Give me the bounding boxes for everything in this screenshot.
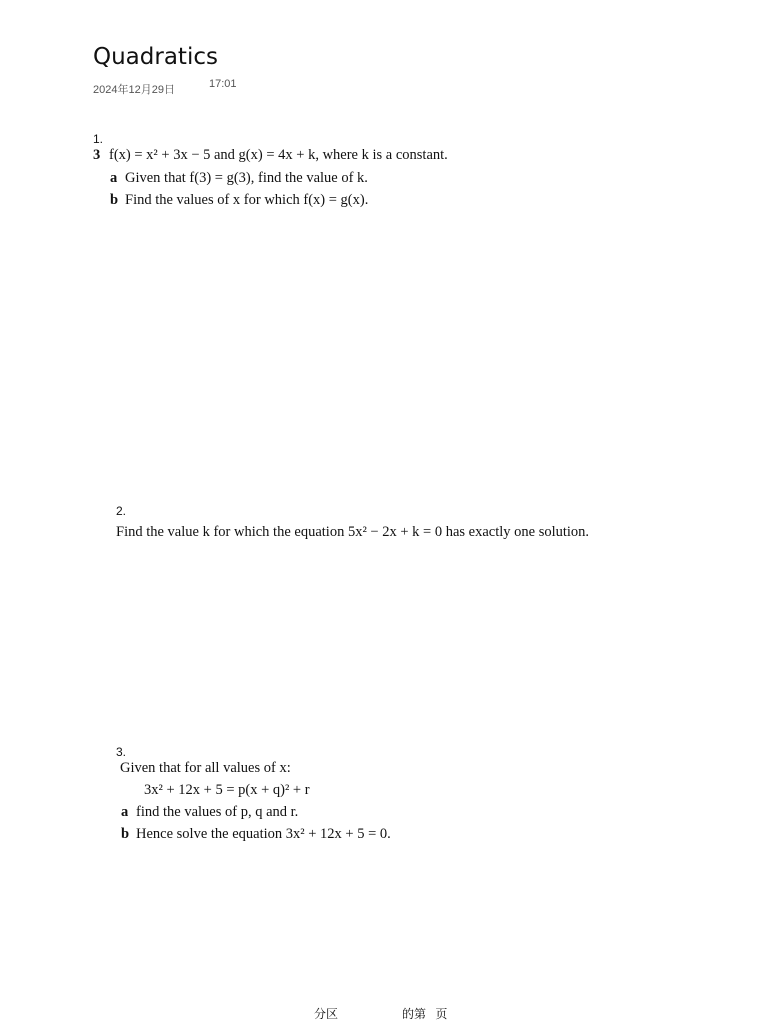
- question-3-part-a-text: find the values of p, q and r.: [136, 804, 299, 820]
- question-1-number: 1.: [93, 132, 104, 146]
- question-3-number: 3.: [116, 745, 127, 759]
- page-date: 2024年12月29日: [93, 84, 175, 96]
- question-1-part-a-text: Given that f(3) = g(3), find the value of k.: [125, 170, 368, 186]
- question-3-part-a-label: a: [121, 804, 129, 820]
- question-3-part-b: [121, 826, 391, 843]
- page-time: 17:01: [209, 78, 237, 90]
- question-1-part-b-text: Find the values of x for which f(x) = g(x).: [125, 192, 369, 208]
- question-2-stem: Find the value k for which the equation 5x² − 2x + k = 0 has exactly one solution.: [116, 524, 590, 540]
- question-1-stem: [93, 147, 448, 164]
- question-3-stem: Given that for all values of x:: [120, 760, 291, 776]
- question-3-part-b-label: b: [121, 826, 130, 842]
- question-1-part-a: [110, 170, 368, 187]
- footer-section-label: 分区: [314, 1007, 339, 1021]
- question-1-part-a-label: a: [110, 170, 118, 186]
- question-3-part-a: [121, 804, 298, 821]
- page-title: Quadratics: [93, 44, 218, 70]
- question-3-part-b-text: Hence solve the equation 3x² + 12x + 5 = 0.: [136, 826, 391, 842]
- question-2-number: 2.: [116, 504, 127, 518]
- question-1-stem-label: 3: [93, 147, 101, 163]
- footer-page-label: 的第 页: [402, 1007, 448, 1021]
- question-1-part-b: [110, 192, 368, 209]
- question-3-equation: 3x² + 12x + 5 = p(x + q)² + r: [144, 782, 310, 798]
- question-1-stem-text: f(x) = x² + 3x − 5 and g(x) = 4x + k, where k is a constant.: [109, 147, 448, 163]
- question-1-part-b-label: b: [110, 192, 119, 208]
